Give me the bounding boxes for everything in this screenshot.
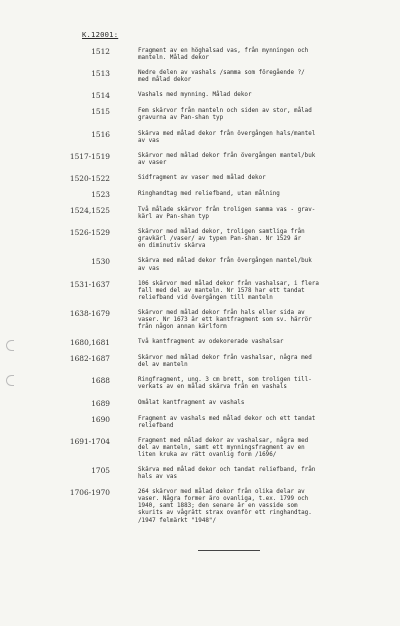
catalog-entry xyxy=(0,310,400,331)
description-line: 264 skärvor med målad dekor från olika delar av xyxy=(138,489,305,496)
catalog-entry xyxy=(0,92,400,100)
catalog-entry xyxy=(0,70,400,84)
entry-description xyxy=(138,438,358,459)
entry-description xyxy=(138,131,358,145)
entry-number: 1705 xyxy=(91,466,110,475)
entry-description xyxy=(138,467,358,481)
description-line: reliefband xyxy=(138,422,174,429)
catalog-entry xyxy=(0,258,400,272)
entry-number: 1530 xyxy=(91,257,110,267)
entry-description xyxy=(138,400,358,407)
entry-description xyxy=(138,339,358,346)
description-line: skurits av vågrätt strax ovanför ett ringhandtag. xyxy=(138,510,312,517)
entry-description xyxy=(138,489,358,524)
description-line: av vas xyxy=(138,265,160,272)
entry-number: 1691-1704 xyxy=(69,436,110,446)
description-line: Två kantfragment av odekorerade vashalsar xyxy=(138,339,284,346)
description-line: manteln. Målad dekor xyxy=(138,55,209,62)
description-line: Skärva med målad dekor från övergången hals/mantel xyxy=(138,130,316,137)
description-line: en diminutiv skärva xyxy=(138,243,206,250)
catalog-entry xyxy=(0,400,400,408)
description-line: med målad dekor xyxy=(138,77,192,84)
entry-description xyxy=(138,229,358,250)
entry-number: 1689 xyxy=(91,398,110,408)
entry-description xyxy=(138,207,358,221)
catalog-entry xyxy=(0,153,400,167)
entry-description xyxy=(138,175,358,182)
catalog-entry xyxy=(0,229,400,250)
description-line: /1947 felmärkt "1948"/ xyxy=(138,517,217,524)
description-line: vaser. Några former äro ovanliga, t.ex. 1799 och xyxy=(138,496,309,503)
catalog-header: K.12001: xyxy=(82,30,119,39)
entry-description xyxy=(138,310,358,331)
catalog-entry xyxy=(0,281,400,302)
description-line: 106 skärvor med målad dekor från vashalsar, i flera xyxy=(138,280,319,287)
catalog-entry xyxy=(0,416,400,430)
entry-number: 1531-1637 xyxy=(69,279,110,289)
catalog-entry xyxy=(0,467,400,481)
entry-number: 1680,1681 xyxy=(70,338,110,348)
entry-description xyxy=(138,191,358,198)
description-line: gravurna av Pan-shan typ xyxy=(138,115,224,122)
entry-number: 1638-1679 xyxy=(69,308,110,318)
entry-description xyxy=(138,153,358,167)
description-line: Fragment med målad dekor av vashalsar, några med xyxy=(138,437,309,444)
description-line: reliefband vid övergången till manteln xyxy=(138,294,273,301)
entry-number: 1688 xyxy=(91,376,110,386)
entry-number: 1690 xyxy=(91,414,110,424)
description-line: Skärvor med målad dekor från övergången mantel/buk xyxy=(138,152,316,159)
catalog-entry xyxy=(0,131,400,145)
entry-number: 1513 xyxy=(91,69,110,79)
entry-number: 1524,1525 xyxy=(70,205,110,215)
description-line: Ringfragment, ung. 3 cm brett, som troligen till- xyxy=(138,377,312,384)
catalog-entry xyxy=(0,48,400,62)
description-line: liten kruka av rätt ovanlig form /1696/ xyxy=(138,451,277,458)
description-line: Nedre delen av vashals /samma som föregående ?/ xyxy=(138,70,305,77)
catalog-entry xyxy=(0,355,400,369)
entry-number: 1682-1687 xyxy=(69,354,110,364)
entry-number: 1515 xyxy=(91,107,110,117)
description-line: Skärvor med målad dekor från vashalsar, några med xyxy=(138,355,312,362)
entry-number: 1520-1522 xyxy=(69,173,110,183)
entry-description xyxy=(138,92,358,99)
description-line: gravkärl /vaser/ av typen Pan-shan. Nr 1529 är xyxy=(138,236,302,243)
description-line: Skärva med målad dekor och tandat reliefband, från xyxy=(138,467,316,473)
description-line: Fragment av vashals med målad dekor och ett tandat xyxy=(138,415,316,422)
entry-description xyxy=(138,377,358,391)
description-line: Sidfragment av vaser med målad dekor xyxy=(138,174,266,181)
description-line: del av manteln xyxy=(138,362,188,369)
entry-description xyxy=(138,258,358,272)
description-line: Ringhandtag med reliefband, utan målning xyxy=(138,190,280,197)
entry-number: 1514 xyxy=(91,91,110,101)
description-line: hals av vas xyxy=(138,474,178,481)
description-line: av vas xyxy=(138,137,160,144)
description-line: fall med del av manteln. Nr 1578 har ett tandat xyxy=(138,287,305,294)
description-line: Skärvor med målad dekor från hals eller sida av xyxy=(138,309,305,316)
catalog-entry xyxy=(0,489,400,524)
description-line: kärl av Pan-shan typ xyxy=(138,214,209,221)
catalog-entries xyxy=(0,48,400,533)
description-line: Vashals med mynning. Målad dekor xyxy=(138,92,252,99)
entry-number: 1523 xyxy=(91,189,110,199)
description-line: del av manteln, samt ett mynningsfragment av en xyxy=(138,444,305,451)
description-line: Skärvor med målad dekor, troligen samtliga från xyxy=(138,229,305,236)
description-line: Två målade skärvor från troligen samma vas - grav- xyxy=(138,206,316,213)
entry-description xyxy=(138,108,358,122)
description-line: Omålat kantfragment av vashals xyxy=(138,399,245,406)
entry-description xyxy=(138,48,358,62)
description-line: 1940, samt 1883; den senare är en vasside som xyxy=(138,503,298,510)
entry-description xyxy=(138,281,358,302)
entry-description xyxy=(138,70,358,84)
catalog-entry xyxy=(0,377,400,391)
entry-number: 1516 xyxy=(91,129,110,139)
entry-number: 1517-1519 xyxy=(69,151,110,161)
catalog-entry xyxy=(0,438,400,459)
entry-description xyxy=(138,416,358,430)
catalog-entry xyxy=(0,191,400,199)
description-line: av vaser xyxy=(138,159,167,166)
description-line: Fragment av en höghalsad vas, från mynningen och xyxy=(138,48,309,54)
catalog-entry xyxy=(0,339,400,347)
description-line: verkats av en målad skärva från en vashals xyxy=(138,384,287,391)
description-line: Fem skärvor från manteln och siden av stor, målad xyxy=(138,108,312,115)
description-line: från någon annan kärlform xyxy=(138,324,227,331)
catalog-entry xyxy=(0,207,400,221)
entry-number: 1706-1970 xyxy=(69,488,110,498)
end-rule xyxy=(198,550,260,551)
description-line: Skärva med målad dekor från övergången mantel/buk xyxy=(138,258,312,265)
catalog-entry xyxy=(0,108,400,122)
catalog-entry xyxy=(0,175,400,183)
description-line: vaser. Nr 1673 är ett kantfragment som sv. härrör xyxy=(138,316,312,323)
entry-number: 1526-1529 xyxy=(69,228,110,238)
entry-number: 1512 xyxy=(91,47,110,56)
entry-description xyxy=(138,355,358,369)
